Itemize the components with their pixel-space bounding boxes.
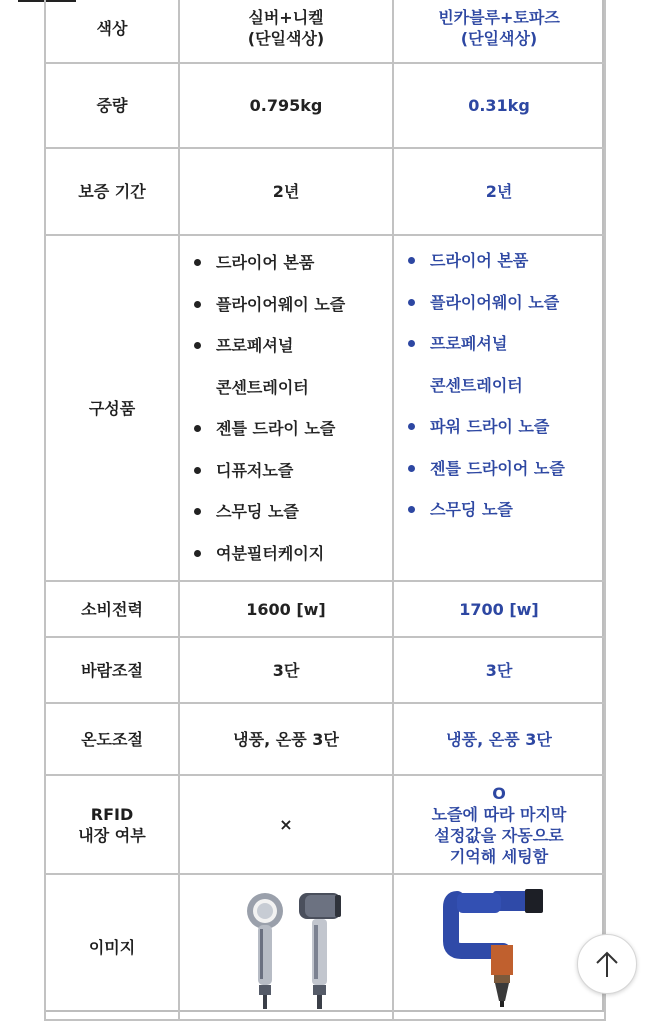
list-item [408, 406, 598, 448]
scroll-to-top-button[interactable] [577, 934, 637, 994]
list-item [194, 491, 386, 533]
temperature-value-2: 냉풍, 온풍 3단 [393, 703, 605, 775]
value-line: 빈카블루+토파즈 [438, 8, 560, 27]
list-item [408, 323, 598, 365]
airflow-value-2: 3단 [393, 637, 605, 703]
list-item-text: 콘센트레이터 [430, 375, 523, 395]
list-item [194, 284, 386, 326]
list-item-text: 스무딩 노즐 [430, 500, 513, 519]
list-item-text: 젠틀 드라이 노즐 [216, 419, 336, 438]
row-label-weight: 중량 [45, 63, 179, 148]
table-row [45, 637, 605, 703]
row-label-rfid [45, 775, 179, 874]
table-row [45, 235, 605, 581]
list-item-text: 젠틀 드라이어 노즐 [430, 458, 565, 478]
bullet-icon [194, 550, 201, 557]
weight-value-2: 0.31kg [393, 63, 605, 148]
value-line: (단일색상) [247, 29, 325, 48]
blue-dryer-image [439, 885, 559, 1009]
bullet-icon [408, 257, 415, 264]
value-line: 실버+니켈 [248, 8, 324, 27]
list-item [408, 282, 598, 324]
power-value-2: 1700 [w] [393, 581, 605, 637]
list-item [408, 240, 598, 282]
warranty-value-2: 2년 [393, 148, 605, 235]
list-item [194, 325, 386, 367]
rfid-value-1: × [179, 775, 393, 874]
table-row [45, 874, 605, 1020]
value-line: O [492, 783, 506, 803]
temperature-value-1: 냉풍, 온풍 3단 [179, 703, 393, 775]
bullet-icon [194, 425, 201, 432]
power-value-1: 1600 [w] [179, 581, 393, 637]
row-label-color: 색상 [45, 0, 179, 63]
list-item [408, 365, 598, 407]
bullet-icon [408, 465, 415, 472]
list-item-text: 프로페셔널 [216, 336, 294, 355]
bullet-icon [408, 299, 415, 306]
row-label-power: 소비전력 [45, 581, 179, 637]
rfid-value-2 [393, 775, 605, 874]
bullet-icon [194, 508, 201, 515]
list-item [408, 489, 598, 531]
list-item-text: 드라이어 본품 [430, 251, 529, 270]
bullet-icon [194, 342, 201, 349]
bullet-icon [408, 506, 415, 513]
warranty-value-1: 2년 [179, 148, 393, 235]
weight-value-1: 0.795kg [179, 63, 393, 148]
table-row [45, 703, 605, 775]
table-row [45, 63, 605, 148]
row-label-components: 구성품 [45, 235, 179, 581]
airflow-value-1: 3단 [179, 637, 393, 703]
label-line: RFID [90, 804, 134, 824]
list-item [194, 533, 386, 575]
dryer-image-2 [393, 874, 605, 1020]
row-label-image: 이미지 [45, 874, 179, 1020]
list-item-text: 디퓨저노즐 [216, 460, 294, 480]
list-item-text: 플라이어웨이 노즐 [216, 294, 346, 314]
list-item [408, 448, 598, 490]
list-item-text: 프로페셔널 [430, 334, 508, 353]
list-item-text: 콘센트레이터 [216, 377, 309, 397]
list-item [194, 367, 386, 409]
dryer-image-1 [179, 874, 393, 1020]
value-line: (단일색상) [460, 29, 538, 48]
row-label-airflow: 바람조절 [45, 637, 179, 703]
table-row [45, 581, 605, 637]
list-item [194, 242, 386, 284]
bullet-icon [408, 340, 415, 347]
table-row [45, 775, 605, 874]
value-line: 노즐에 따라 마지막 [431, 804, 567, 824]
table-row [45, 148, 605, 235]
arrow-up-icon [594, 949, 620, 979]
components-list-1 [179, 235, 393, 581]
value-line: 기억해 세팅함 [449, 846, 549, 866]
supersonic-dryer-image [201, 885, 371, 1009]
list-item-text: 여분필터케이지 [216, 543, 325, 563]
bullet-icon [194, 259, 201, 266]
row-label-temperature: 온도조절 [45, 703, 179, 775]
row-label-warranty: 보증 기간 [45, 148, 179, 235]
list-item-text: 스무딩 노즐 [216, 502, 299, 521]
list-item [194, 450, 386, 492]
components-list-2 [393, 235, 605, 581]
bullet-icon [194, 467, 201, 474]
list-item-text: 파워 드라이 노즐 [430, 417, 550, 436]
bullet-icon [408, 423, 415, 430]
label-line: 내장 여부 [78, 825, 146, 845]
comparison-table [44, 0, 606, 1021]
bullet-icon [194, 301, 201, 308]
bullet-list [194, 242, 386, 574]
bullet-list [408, 240, 598, 531]
list-item-text: 플라이어웨이 노즐 [430, 292, 560, 312]
value-line: 설정값을 자동으로 [434, 825, 564, 845]
color-value-1 [179, 0, 393, 63]
list-item [194, 408, 386, 450]
color-value-2 [393, 0, 605, 63]
list-item-text: 드라이어 본품 [216, 253, 315, 272]
table-row [45, 0, 605, 63]
